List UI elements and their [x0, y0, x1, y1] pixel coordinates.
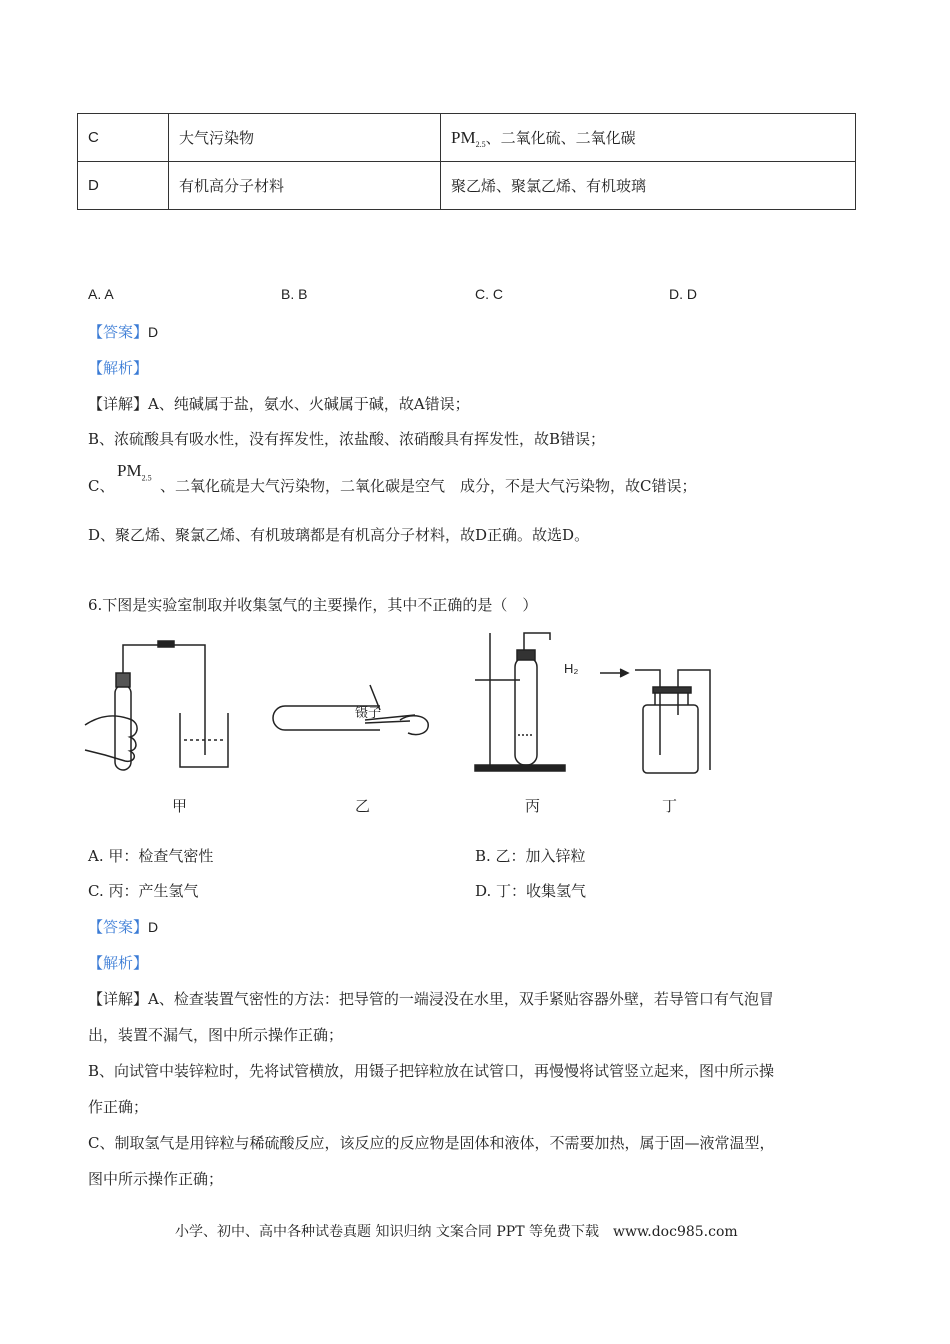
detail-tag: 【详解】: [88, 990, 149, 1008]
figure-label-bing: 丙: [525, 797, 541, 815]
answer-value: D: [148, 919, 159, 935]
q5-answer: [88, 321, 158, 342]
figure-label-yi: 乙: [355, 797, 371, 815]
figure-label-ding: 丁: [662, 797, 678, 815]
detail-text: A、纯碱属于盐，氨水、火碱属于碱，故A错误；: [148, 395, 470, 413]
q5-choice-d[interactable]: D. D: [669, 286, 697, 302]
answer-tag: 【答案】: [88, 918, 149, 936]
q5-choice-a[interactable]: A. A: [88, 286, 114, 302]
q5-detail-line: [88, 393, 470, 414]
q5-analysis-tag: 【解析】: [88, 359, 149, 377]
q6-analysis-tag: 【解析】: [88, 954, 149, 972]
row-items: [441, 114, 856, 162]
gas-label: H₂: [564, 661, 579, 676]
q6-detail-line: [88, 988, 774, 1009]
q5-line-b: B、浓硫酸具有吸水性，没有挥发性，浓盐酸、浓硝酸具有挥发性，故B错误；: [88, 430, 606, 448]
row-label: D: [78, 162, 169, 210]
page-footer[interactable]: 小学、初中、高中各种试卷真题 知识归纳 文案合同 PPT 等免费下载 www.doc985.com: [175, 1224, 738, 1240]
q5-line-d: D、聚乙烯、聚氯乙烯、有机玻璃都是有机高分子材料，故D正确。故选D。: [88, 526, 590, 544]
row-label: C: [78, 114, 169, 162]
tweezers-label: 镊子: [355, 706, 382, 721]
options-table: [77, 113, 856, 210]
figure-yi: [273, 685, 428, 735]
q5-line-c: 、二氧化硫是大气污染物，二氧化碳是空气 成分，不是大气污染物，故C错误；: [160, 477, 697, 495]
q6-line-b2: 作正确；: [88, 1098, 149, 1116]
figure-jia: [85, 641, 228, 770]
q6-choice-b[interactable]: B. 乙：加入锌粒: [475, 847, 586, 865]
row-items: [441, 162, 856, 210]
pm-symbol: PM: [451, 127, 476, 147]
lab-figure: [80, 625, 720, 820]
row-category: 有机高分子材料: [169, 162, 441, 210]
row-items-text: 聚乙烯、聚氯乙烯、有机玻璃: [451, 177, 647, 195]
detail-text: A、检查装置气密性的方法：把导管的一端浸没在水里，双手紧贴容器外壁，若导管口有气泡冒: [148, 990, 774, 1008]
q6-choice-a[interactable]: A. 甲：检查气密性: [88, 847, 214, 865]
q5-choice-c[interactable]: C. C: [475, 286, 503, 302]
q6-choice-d[interactable]: D. 丁：收集氢气: [475, 882, 587, 900]
q5-line-c-label: C、: [88, 477, 115, 495]
table-row: [78, 162, 856, 210]
figure-label-jia: 甲: [172, 797, 188, 815]
answer-value: D: [148, 324, 159, 340]
q6-line-c: C、制取氢气是用锌粒与稀硫酸反应，该反应的反应物是固体和液体，不需要加热，属于固—液常温型，: [88, 1134, 775, 1152]
q6-answer: [88, 916, 158, 937]
pm-text: PM: [117, 461, 142, 480]
figure-bing: [475, 633, 565, 771]
table-row: [78, 114, 856, 162]
row-items-text: 、二氧化硫、二氧化碳: [485, 128, 636, 147]
row-category: 大气污染物: [169, 114, 441, 162]
q5-choice-b[interactable]: B. B: [281, 286, 308, 302]
q6-line-a2: 出，装置不漏气，图中所示操作正确；: [88, 1026, 344, 1044]
q5-pm-symbol: [117, 461, 152, 482]
detail-tag: 【详解】: [88, 395, 149, 413]
pm-subscript: 2.5: [475, 139, 486, 149]
q6-stem: 6.下图是实验室制取并收集氢气的主要操作，其中不正确的是（ ）: [88, 596, 538, 614]
pm-sub: 2.5: [141, 473, 152, 483]
answer-tag: 【答案】: [88, 323, 149, 341]
q6-line-c2: 图中所示操作正确；: [88, 1170, 224, 1188]
figure-ding: [600, 669, 710, 773]
q6-line-b: B、向试管中装锌粒时，先将试管横放，用镊子把锌粒放在试管口，再慢慢将试管竖立起来，图中所示操: [88, 1062, 775, 1080]
q6-choice-c[interactable]: C. 丙：产生氢气: [88, 882, 199, 900]
